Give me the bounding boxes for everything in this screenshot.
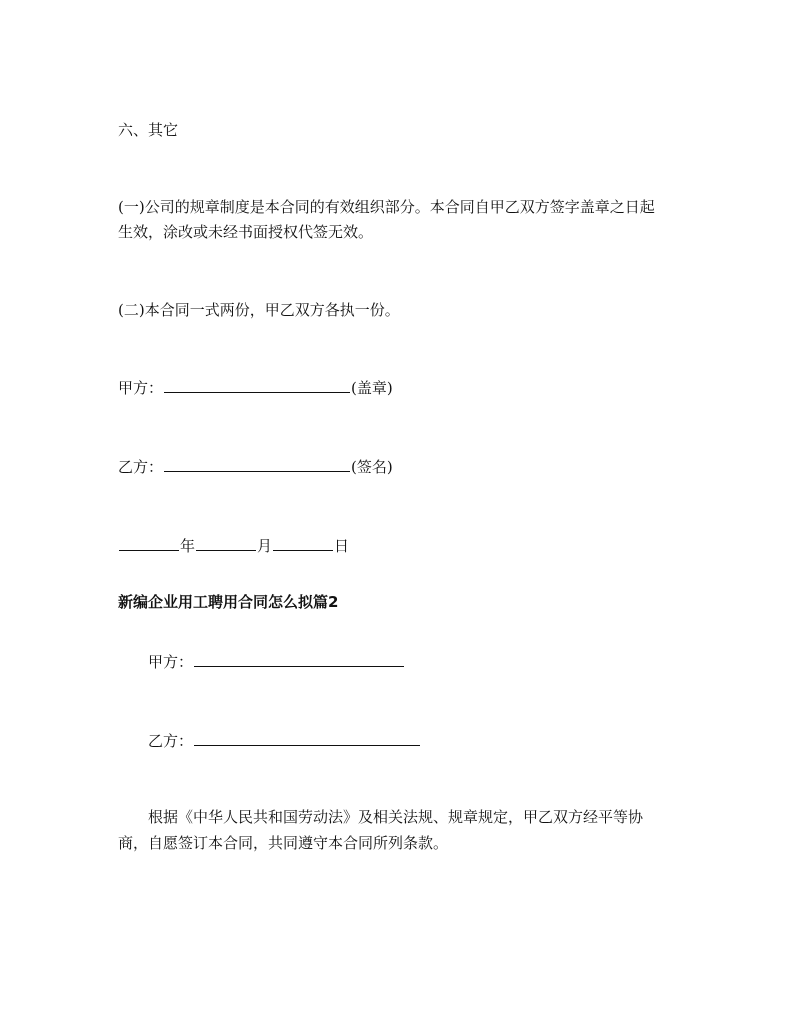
party-b2-label: 乙方： <box>148 732 194 750</box>
party-b2-blank <box>194 731 420 746</box>
party-a-stamp-note: (盖章) <box>351 379 393 397</box>
date-row <box>118 535 349 557</box>
clause-one-line1: (一)公司的规章制度是本合同的有效组织部分。本合同自甲乙双方签字盖章之日起 <box>118 198 655 216</box>
party-b-sign-note: (签名) <box>351 458 393 476</box>
year-blank <box>119 536 179 551</box>
party-a-signature-row <box>118 377 393 399</box>
month-label: 月 <box>257 537 273 555</box>
preamble-line1: 根据《中华人民共和国劳动法》及相关法规、规章规定，甲乙双方经平等协 <box>148 808 644 826</box>
clause-two: (二)本合同一式两份，甲乙双方各执一份。 <box>118 301 400 319</box>
section-heading-2: 新编企业用工聘用合同怎么拟篇2 <box>118 593 339 611</box>
clause-one-line2: 生效，涂改或未经书面授权代签无效。 <box>118 223 374 241</box>
party-b-label: 乙方： <box>118 458 164 476</box>
party-a-signature-blank <box>164 378 350 393</box>
party-a-label: 甲方： <box>118 379 164 397</box>
day-label: 日 <box>334 537 350 555</box>
party-a2-label: 甲方： <box>148 653 194 671</box>
party-a2-blank <box>194 652 404 667</box>
preamble-line2: 商，自愿签订本合同，共同遵守本合同所列条款。 <box>118 834 449 852</box>
month-blank <box>196 536 256 551</box>
year-label: 年 <box>180 537 196 555</box>
party-b-signature-row <box>118 456 393 478</box>
party-a2-row <box>148 651 405 673</box>
section-six-title: 六、其它 <box>118 121 179 139</box>
party-b-signature-blank <box>164 457 350 472</box>
party-b2-row <box>148 730 421 752</box>
day-blank <box>273 536 333 551</box>
